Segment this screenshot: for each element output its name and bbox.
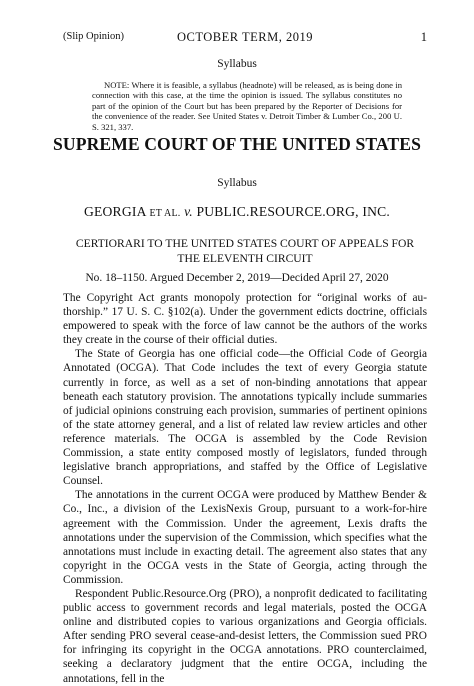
et-al-label: ET AL.	[149, 208, 181, 219]
petitioner-name: GEORGIA	[84, 204, 146, 219]
syllabus-heading-top: Syllabus	[217, 58, 257, 70]
syllabus-paragraph: Respondent Public.Resource.Org (PRO), a nonprofit dedicated to facilitating public access to government records and legal materials, posted the OCGA online and distributed copies to various organizations and Georgia officials. After sending PRO several cease-and-desist letters, the Commission sued PRO for infringing its copyright in the OCGA annotations. PRO counterclaimed, seeking a declaratory judgment that the entire OCGA, including the annotations, fell in the	[63, 587, 427, 685]
respondent-name: PUBLIC.RESOURCE.ORG, INC.	[196, 204, 390, 219]
syllabus-paragraph: The State of Georgia has one official code—the Official Code of Georgia Annotated (OCGA). That Code includes the text of every Georgia statute currently in force, as well as a set of non-binding annotations that appear beneath each statutory provision. The annotations typically include summaries of judicial opinions construing each provision, summaries of pertinent opinions of the state attorney general, and a list of related law review articles and other reference materials. The OCGA is assembled by the Code Revision Commission, a state entity composed mostly of legislators, funded through legislative branch appropriations, and staffed by the Office of Legislative Counsel.	[63, 348, 427, 488]
running-head	[63, 30, 427, 46]
certiorari-line	[63, 236, 427, 266]
certiorari-line-1: CERTIORARI TO THE UNITED STATES COURT OF APPEALS FOR	[75, 237, 415, 250]
syllabus-body	[63, 291, 427, 686]
court-name: SUPREME COURT OF THE UNITED STATES	[53, 134, 421, 154]
syllabus-note	[92, 80, 402, 132]
versus-label: v.	[184, 204, 193, 219]
term-label: OCTOBER TERM, 2019	[177, 30, 313, 44]
page-number: 1	[420, 30, 427, 44]
docket-line: No. 18–1150. Argued December 2, 2019—Decided April 27, 2020	[85, 272, 389, 284]
case-caption	[0, 204, 474, 220]
syllabus-heading: Syllabus	[217, 177, 257, 189]
certiorari-line-2: THE ELEVENTH CIRCUIT	[177, 252, 313, 265]
syllabus-paragraph: The Copyright Act grants monopoly protection for “original works of authorship.” 17 U. S. C. §102(a). Under the government edicts doctrine, officials empowered to speak with the force of law cannot be the authors of the works they create in the course of their official duties.	[63, 292, 427, 347]
syllabus-note-text: NOTE: Where it is feasible, a syllabus (headnote) will be released, as is being done in connection with this case, at the time the opinion is issued. The syllabus constitutes no part of the opinion of the Court but has been prepared by the Reporter of Decisions for the convenience of the reader. See United States v. Detroit Timber & Lumber Co., 200 U. S. 321, 337.	[92, 80, 402, 132]
slip-opinion-label: (Slip Opinion)	[63, 31, 124, 42]
syllabus-paragraph: The annotations in the current OCGA were produced by Matthew Bender & Co., Inc., a division of the LexisNexis Group, pursuant to a work-for-hire agreement with the Commission. Under the agreement, Lexis drafts the annotations under the supervision of the Commission, which specifies what the annotations must include in exacting detail. The agreement also states that any copyright in the OCGA vests in the State of Georgia, acting through the Commission.	[63, 489, 427, 586]
